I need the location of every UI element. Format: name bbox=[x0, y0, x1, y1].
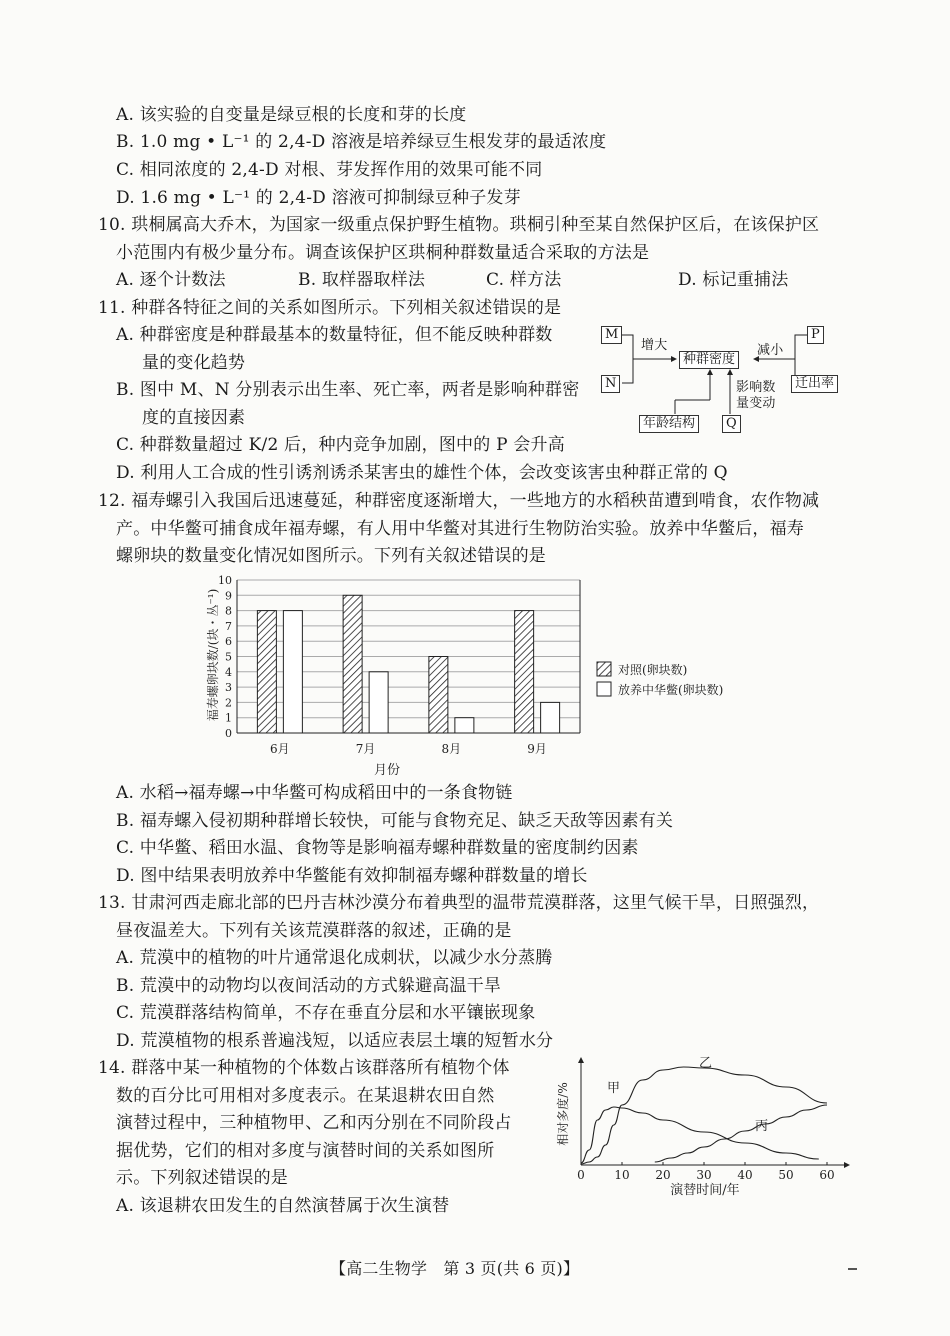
q12-option-c: C. 中华鳖、稻田水温、食物等是影响福寿螺种群数量的密度制约因素 bbox=[116, 838, 639, 858]
q11-option-d: D. 利用人工合成的性引诱剂诱杀某害虫的雄性个体，会改变该害虫种群正常的 Q bbox=[116, 463, 728, 483]
bar-turtle-9 bbox=[541, 702, 560, 733]
legend-swatch-control bbox=[597, 662, 611, 676]
q13-option-a: A. 荒漠中的植物的叶片通常退化成刺状，以减少水分蒸腾 bbox=[116, 948, 553, 968]
q13-option-d: D. 荒漠植物的根系普遍浅短，以适应表层土壤的短暂水分 bbox=[116, 1031, 554, 1051]
line-x-tick-label: 20 bbox=[655, 1168, 671, 1182]
q14-stem-line4: 据优势，它们的相对多度与演替时间的关系如图所 bbox=[116, 1141, 495, 1161]
legend-label-turtle: 放养中华鳖(卵块数) bbox=[618, 683, 724, 697]
node-emigration-rate: 迁出率 bbox=[791, 375, 838, 393]
q14-stem-line2: 数的百分比可用相对多度表示。在某退耕农田自然 bbox=[116, 1086, 495, 1106]
line-x-tick-label: 50 bbox=[778, 1168, 794, 1182]
q9-option-d: D. 1.6 mg • L⁻¹ 的 2,4-D 溶液可抑制绿豆种子发芽 bbox=[116, 188, 521, 208]
label-decrease: 减小 bbox=[757, 343, 784, 358]
q10-stem-line2: 小范围内有极少量分布。调查该保护区珙桐种群数量适合采取的方法是 bbox=[116, 243, 650, 263]
q11-stem: 11. 种群各特征之间的关系如图所示。下列相关叙述错误的是 bbox=[98, 298, 562, 318]
bar-control-9 bbox=[515, 611, 534, 733]
q11-option-c: C. 种群数量超过 K/2 后，种内竞争加剧，图中的 P 会升高 bbox=[116, 435, 565, 455]
q13-option-b: B. 荒漠中的动物均以夜间活动的方式躲避高温干旱 bbox=[116, 976, 502, 996]
q10-stem-line1: 10. 珙桐属高大乔木，为国家一级重点保护野生植物。珙桐引种至某自然保护区后，在该保护区 bbox=[98, 215, 820, 235]
mn-bracket-line bbox=[622, 335, 633, 383]
q12-stem-line2: 产。中华鳖可捕食成年福寿螺，有人用中华鳖对其进行生物防治实验。放养中华鳖后，福寿 bbox=[116, 519, 804, 539]
node-n: N bbox=[601, 375, 620, 393]
bar-y-tick-label: 5 bbox=[225, 650, 232, 664]
bar-turtle-8 bbox=[455, 718, 474, 733]
q10-option-a: A. 逐个计数法 bbox=[116, 270, 226, 290]
bar-x-tick-label: 7月 bbox=[355, 742, 376, 756]
egg-mass-bar-chart bbox=[195, 570, 755, 780]
q10-option-b: B. 取样器取样法 bbox=[298, 270, 426, 290]
succession-line-chart bbox=[555, 1052, 855, 1202]
q12-option-a: A. 水稻→福寿螺→中华鳖可构成稻田中的一条食物链 bbox=[116, 783, 513, 803]
bar-y-tick-label: 0 bbox=[225, 727, 232, 740]
series-jia-curve bbox=[581, 1107, 819, 1163]
bar-y-tick-label: 6 bbox=[225, 635, 232, 649]
bar-control-6 bbox=[257, 611, 276, 733]
node-m: M bbox=[601, 326, 622, 344]
bar-y-tick-label: 7 bbox=[225, 619, 232, 633]
node-age-structure: 年龄结构 bbox=[639, 415, 699, 433]
bar-chart-y-label: 福寿螺卵块数/(块・丛⁻¹) bbox=[206, 588, 220, 722]
bar-y-tick-label: 2 bbox=[225, 696, 232, 710]
bar-control-7 bbox=[343, 595, 362, 733]
bar-x-tick-label: 6月 bbox=[270, 742, 290, 756]
q9-option-a: A. 该实验的自变量是绿豆根的长度和芽的长度 bbox=[116, 105, 467, 125]
q12-stem-line1: 12. 福寿螺引入我国后迅速蔓延，种群密度逐渐增大，一些地方的水稻秧苗遭到啃食，农作物减 bbox=[98, 491, 820, 511]
bar-turtle-6 bbox=[283, 611, 302, 733]
line-x-tick-label: 0 bbox=[577, 1168, 585, 1182]
legend-swatch-turtle bbox=[597, 682, 611, 696]
q13-option-c: C. 荒漠群落结构简单，不存在垂直分层和水平镶嵌现象 bbox=[116, 1003, 536, 1023]
bar-y-tick-label: 1 bbox=[225, 711, 232, 725]
q13-stem-line1: 13. 甘肃河西走廊北部的巴丹吉林沙漠分布着典型的温带荒漠群落，这里气候干旱，日照强烈， bbox=[98, 893, 820, 913]
line-x-tick-label: 60 bbox=[819, 1168, 835, 1182]
bar-y-tick-label: 8 bbox=[225, 604, 232, 618]
series-bing-curve bbox=[655, 1105, 827, 1162]
bar-chart-y-ticks bbox=[218, 574, 232, 740]
label-affect-1: 影响数 bbox=[736, 380, 776, 395]
bar-y-tick-label: 10 bbox=[218, 574, 232, 587]
q11-option-b-line2: 度的直接因素 bbox=[142, 408, 246, 428]
q14-stem-line3: 演替过程中，三种植物甲、乙和丙分别在不同阶段占 bbox=[116, 1113, 512, 1133]
series-label-bing: 丙 bbox=[755, 1119, 769, 1134]
q12-stem-line3: 螺卵块的数量变化情况如图所示。下列有关叙述错误的是 bbox=[116, 546, 546, 566]
footer-dash-mark bbox=[848, 1268, 857, 1270]
bar-y-tick-label: 3 bbox=[225, 681, 232, 695]
bar-x-tick-label: 8月 bbox=[441, 742, 462, 756]
series-label-jia: 甲 bbox=[607, 1081, 621, 1096]
q14-option-a: A. 该退耕农田发生的自然演替属于次生演替 bbox=[116, 1196, 450, 1216]
series-label-yi: 乙 bbox=[699, 1056, 713, 1071]
bar-control-8 bbox=[429, 657, 448, 734]
q9-option-b: B. 1.0 mg • L⁻¹ 的 2,4-D 溶液是培养绿豆生根发芽的最适浓度 bbox=[116, 132, 607, 152]
q14-stem-line5: 示。下列叙述错误的是 bbox=[116, 1168, 288, 1188]
node-population-density: 种群密度 bbox=[679, 351, 739, 369]
line-x-tick-label: 40 bbox=[737, 1168, 753, 1182]
q9-option-c: C. 相同浓度的 2,4-D 对根、芽发挥作用的效果可能不同 bbox=[116, 160, 543, 180]
bar-turtle-7 bbox=[369, 672, 388, 733]
q14-stem-line1: 14. 群落中某一种植物的个体数占该群落所有植物个体 bbox=[98, 1058, 510, 1078]
q10-option-d: D. 标记重捕法 bbox=[678, 270, 789, 290]
q11-option-a-line1: A. 种群密度是种群最基本的数量特征，但不能反映种群数 bbox=[116, 325, 553, 345]
bar-y-tick-label: 4 bbox=[225, 665, 232, 679]
line-chart-x-label: 演替时间/年 bbox=[670, 1183, 740, 1198]
page-footer: 【高二生物学 第 3 页(共 6 页)】 bbox=[330, 1259, 580, 1278]
line-chart-y-label: 相对多度/% bbox=[556, 1082, 570, 1146]
q11-option-a-line2: 量的变化趋势 bbox=[142, 353, 246, 373]
q13-stem-line2: 昼夜温差大。下列有关该荒漠群落的叙述，正确的是 bbox=[116, 921, 512, 941]
population-feature-diagram bbox=[595, 318, 865, 440]
q12-option-b: B. 福寿螺入侵初期种群增长较快，可能与食物充足、缺乏天敌等因素有关 bbox=[116, 811, 674, 831]
line-x-tick-label: 10 bbox=[614, 1168, 630, 1182]
bar-y-tick-label: 9 bbox=[225, 589, 232, 603]
legend-label-control: 对照(卵块数) bbox=[618, 663, 688, 677]
bar-chart-x-ticks bbox=[270, 742, 547, 756]
q10-option-c: C. 样方法 bbox=[486, 270, 562, 290]
q12-option-d: D. 图中结果表明放养中华鳖能有效抑制福寿螺种群数量的增长 bbox=[116, 866, 588, 886]
q11-option-b-line1: B. 图中 M、N 分别表示出生率、死亡率，两者是影响种群密 bbox=[116, 380, 580, 400]
line-x-tick-label: 30 bbox=[696, 1168, 712, 1182]
bar-chart-x-label: 月份 bbox=[373, 763, 401, 778]
node-p: P bbox=[807, 326, 824, 344]
bar-x-tick-label: 9月 bbox=[527, 742, 547, 756]
bar-chart-legend bbox=[597, 662, 723, 697]
node-q: Q bbox=[722, 415, 741, 433]
label-increase: 增大 bbox=[641, 338, 668, 353]
bar-chart-bars bbox=[257, 595, 559, 733]
label-affect-2: 量变动 bbox=[736, 396, 776, 411]
